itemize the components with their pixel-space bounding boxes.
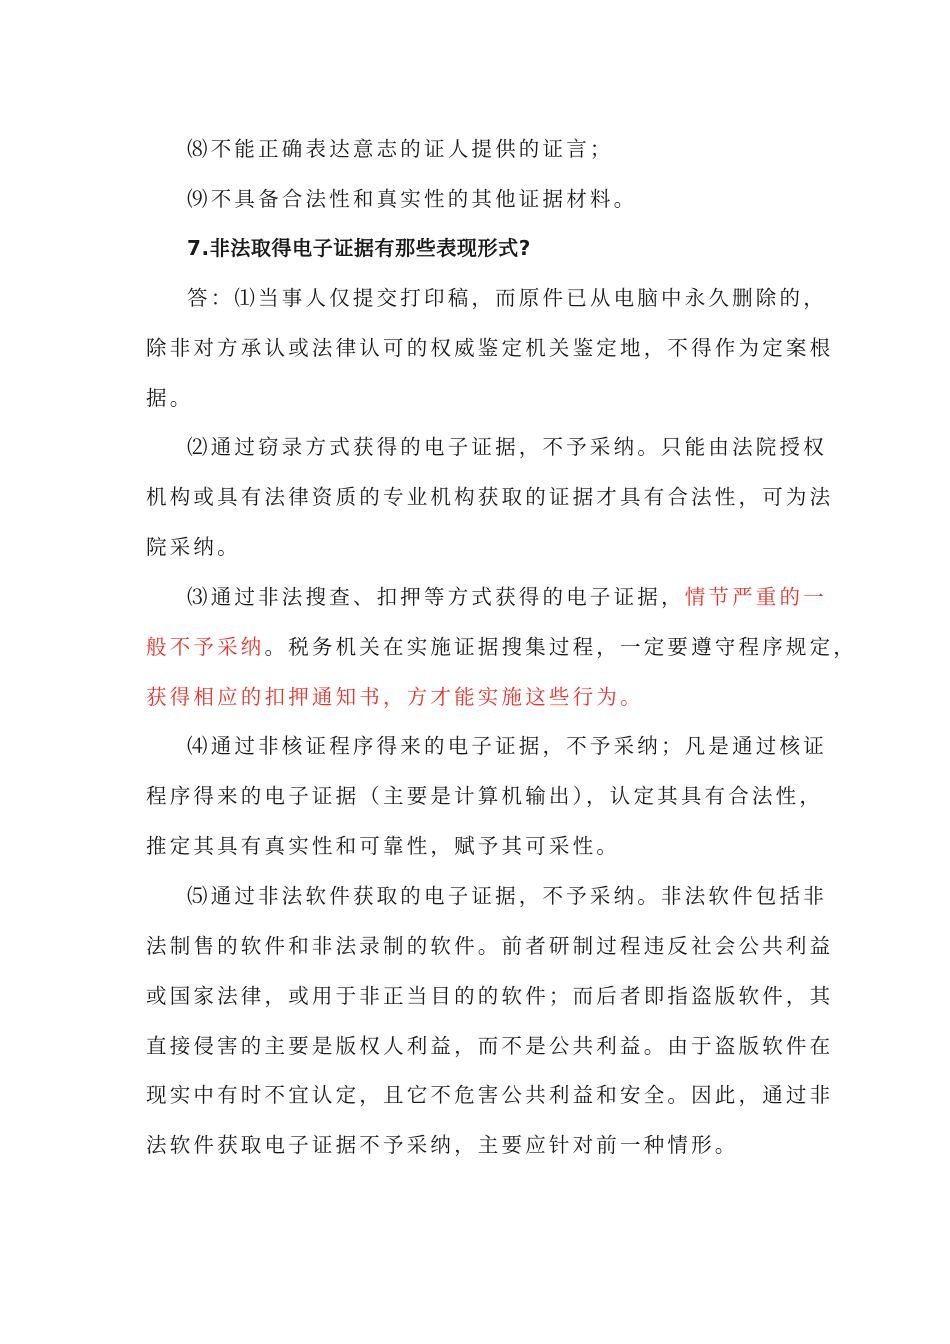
answer-3-line-2 (146, 632, 857, 662)
answer-5-line-4: 直接侵害的主要是版权人利益，而不是公共利益。由于盗版软件在 (146, 1034, 834, 1058)
list-item-9: ⑼不具备合法性和真实性的其他证据材料。 (187, 187, 638, 211)
list-item-8: ⑻不能正确表达意志的证人提供的证言； (187, 137, 614, 161)
answer-3-line-1-normal: ⑶通过非法搜查、扣押等方式获得的电子证据， (187, 585, 685, 609)
answer-5-line-1: ⑸通过非法软件获取的电子证据，不予采纳。非法软件包括非 (187, 884, 827, 908)
answer-3-line-1 (187, 582, 827, 612)
answer-4-line-1: ⑷通过非核证程序得来的电子证据，不予采纳；凡是通过核证 (187, 734, 827, 758)
answer-1-line-2: 除非对方承认或法律认可的权威鉴定机关鉴定地，不得作为定案根 (146, 336, 834, 360)
answer-4-line-3: 推定其具有真实性和可靠性，赋予其可采性。 (146, 834, 620, 858)
answer-5-line-2: 法制售的软件和非法录制的软件。前者研制过程违反社会公共利益 (146, 934, 834, 958)
answer-3-line-2-normal: 。税务机关在实施证据搜集过程，一定要遵守程序规定， (264, 635, 857, 659)
section-heading: 7.非法取得电子证据有那些表现形式? (187, 236, 531, 260)
answer-3-line-1-highlight: 情节严重的一 (684, 585, 827, 609)
answer-3-line-3-highlight: 获得相应的扣押通知书，方才能实施这些行为。 (146, 685, 644, 709)
answer-5-line-6: 法软件获取电子证据不予采纳，主要应针对前一种情形。 (146, 1133, 739, 1157)
answer-2-line-2: 机构或具有法律资质的专业机构获取的证据才具有合法性，可为法 (146, 485, 834, 509)
answer-2-line-1: ⑵通过窃录方式获得的电子证据，不予采纳。只能由法院授权 (187, 435, 827, 459)
answer-3-line-2-highlight: 般不予采纳 (146, 635, 265, 659)
answer-1-line-3: 据。 (146, 386, 194, 410)
answer-4-line-2: 程序得来的电子证据（主要是计算机输出），认定其具有合法性， (146, 784, 824, 808)
answer-5-line-3: 或国家法律，或用于非正当目的的软件；而后者即指盗版软件，其 (146, 984, 834, 1008)
answer-5-line-5: 现实中有时不宜认定，且它不危害公共利益和安全。因此，通过非 (146, 1083, 834, 1107)
answer-1-line-1: 答：⑴当事人仅提交打印稿，而原件已从电脑中永久删除的， (187, 286, 827, 310)
answer-2-line-3: 院采纳。 (146, 535, 241, 559)
